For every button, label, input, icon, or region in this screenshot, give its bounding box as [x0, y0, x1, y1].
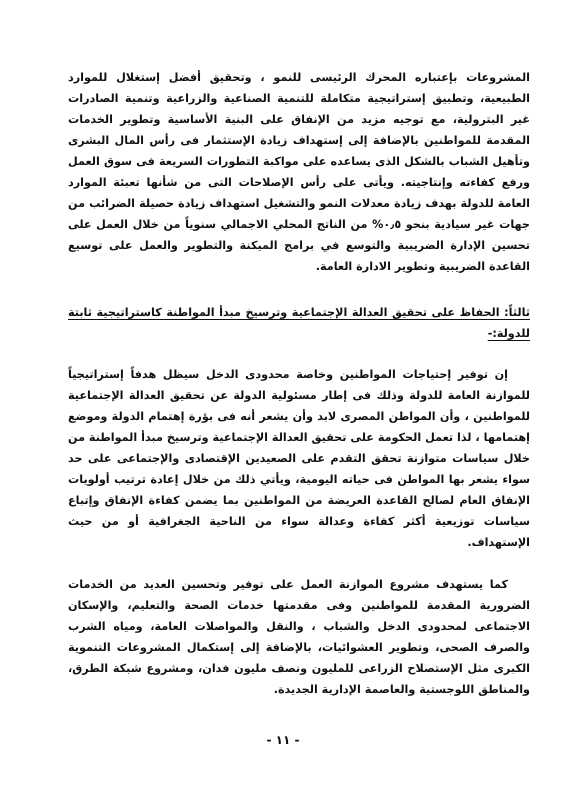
section-heading-social-justice: ثالثاً: الحفاظ على تحقيق العدالة الإجتماعية وترسيخ مبدأ المواطنة كاستراتيجية ثابتة للدولة:-	[68, 306, 530, 340]
paragraph-economic-reforms: المشروعات بإعتباره المحرك الرئيسى للنمو ، وتحقيق أفضل إستغلال للموارد الطبيعية، وتطبيق إستراتيجية متكاملة للتنمية الصناعية والزراعية وتنمية الصادرات غير البترولية، مع توجيه مزيد من الإنفاق على البنية الأساسية وتطوير الخدمات المقدمة للمواطنين بالإضافة إلى إستهداف زيادة الإستثمار فى رأس المال البشرى وتأهيل الشباب بالشكل الذى يساعده على مواكبة التطورات السريعة فى سوق العمل ورفع كفاءته وإنتاجيته. ويأتى على رأس الإصلاحات التى من شأنها تعبئة الموارد العامة للدولة بهدف زيادة معدلات النمو والتشغيل استهداف زيادة حصيلة الضرائب من جهات غير سيادية بنحو ٠٫٥% من الناتج المحلي الاجمالي سنوياً من خلال العمل على تحسين الإدارة الضريبية والتوسع في برامج الميكنة والتطوير والعمل على توسيع القاعدة الضريبية وتطوير الادارة العامة.	[68, 71, 530, 273]
paragraph-citizen-needs: إن توفير إحتياجات المواطنين وخاصة محدودى الدخل سيظل هدفاً إستراتيجياً للموازنة العامة للدولة وذلك فى إطار مسئولية الدولة عن تحقيق العدالة الإجتماعية للمواطنين ، وأن المواطن المصرى لابد وأن يشعر أنه فى بؤرة إهتمام الدولة وموضع إهتمامها ، لذا تعمل الحكومة على تحقيق العدالة الإجتماعية وترسيخ مبدأ المواطنة من خلال سياسات متوازنة تحقق التقدم على الصعيدين الإقتصادى والإجتماعى على حد سواء يشعر بها المواطن فى حياته اليومية، ويأتي ذلك من خلال إعادة ترتيب أولويات الإنفاق العام لصالح القاعدة العريضة من المواطنين بما يضمن كفاءة الإنفاق وإتباع سياسات توزيعية أكثر كفاءة وعدالة سواء من الناحية الجغرافية أو من حيث الإستهداف.	[68, 368, 530, 549]
page-number: - ١١ -	[266, 733, 300, 747]
paragraph-public-services: كما يستهدف مشروع الموازنة العمل على توفير وتحسين العديد من الخدمات الضرورية المقدمة للمواطنين وفى مقدمتها خدمات الصحة والتعليم، والإسكان الاجتماعى لمحدودى الدخل والشباب ، والنقل والمواصلات العامة، ومياه الشرب والصرف الصحى، وتطوير العشوائيات، بالإضافة إلى إستكمال المشروعات التنموية الكبرى مثل الإستصلاح الزراعى للمليون ونصف مليون فدان، ومشروع شبكة الطرق، والمناطق اللوجستية والعاصمة الإدارية الجديدة.	[68, 578, 530, 696]
